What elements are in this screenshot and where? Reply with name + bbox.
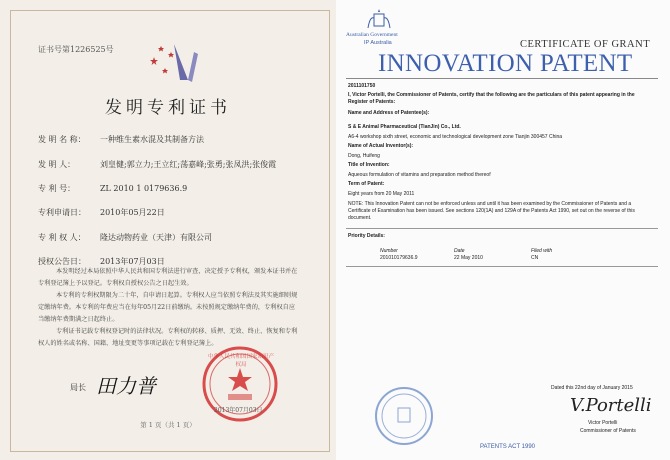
priority-header-date: Date bbox=[454, 248, 465, 254]
field-grant-date: 授权公告日： 2013年07月03日 bbox=[38, 257, 165, 266]
priority-date: 22 May 2010 bbox=[454, 255, 483, 261]
ip-australia-line: IP Australia bbox=[364, 40, 392, 46]
commissioner-signature: V.Portelli bbox=[570, 395, 652, 416]
field-patent-number: 专 利 号： ZL 2010 1 0179636.9 bbox=[38, 184, 188, 193]
field-patentee: 专 利 权 人： 隆达动物药业（天津）有限公司 bbox=[38, 233, 212, 242]
priority-header-filed: Filed with bbox=[531, 248, 553, 254]
page-number: 第 1 页（共 1 页） bbox=[140, 421, 196, 429]
sipo-logo-icon bbox=[144, 40, 200, 86]
divider bbox=[346, 266, 658, 267]
inventor-label: Name of Actual Inventor(s): bbox=[348, 143, 414, 149]
certificate-body-text bbox=[38, 266, 300, 350]
priority-label: Priority Details: bbox=[348, 233, 385, 239]
coat-of-arms-icon bbox=[366, 8, 392, 32]
priority-filed-with: CN bbox=[531, 255, 539, 261]
seal-date: 2013年07月03日 bbox=[214, 407, 263, 414]
inventor-name: Dong, Huifeng bbox=[348, 153, 380, 159]
certificate-of-grant-heading: CERTIFICATE OF GRANT bbox=[520, 39, 651, 50]
divider bbox=[346, 228, 658, 229]
field-application-date: 专利申请日： 2010年05月22日 bbox=[38, 208, 165, 217]
invention-title: Aqueous formulation of vitamins and preparation method thereof bbox=[348, 172, 491, 178]
patentee-name: S & E Animal Pharmaceutical (TianJin) Co., Ltd. bbox=[348, 124, 461, 130]
patent-number: 2011101750 bbox=[348, 83, 376, 89]
field-inventors: 发 明 人： 刘皇健;郭立力;王立红;荡嘉峰;张勇;张凤洪;张俊霞 bbox=[38, 160, 277, 169]
patent-term: Eight years from 20 May 2011 bbox=[348, 191, 415, 197]
divider bbox=[346, 78, 658, 79]
director-signature: 田力普 bbox=[96, 374, 156, 398]
priority-number: 201010179636.9 bbox=[380, 255, 418, 261]
signer-name: Victor Portelli bbox=[588, 420, 618, 426]
priority-header-number: Number bbox=[380, 248, 398, 254]
signer-role: Commissioner of Patents bbox=[580, 428, 636, 434]
note-text: NOTE: This Innovation Patent can not be enforced unless and until it has been examined by the Commissioner of Patents and a Certificate of Examination has been issued. See sections 120(1A) and 129A of the Patents Act 1990, set out on the reverse of this document. bbox=[348, 201, 635, 221]
patents-act-footer: PATENTS ACT 1990 bbox=[480, 444, 536, 450]
field-invention-name: 发 明 名 称： 一种维生素水混及其制备方法 bbox=[38, 135, 204, 144]
intro-text: I, Victor Portelli, the Commissioner of Patents, certify that the following are the particulars of this patent appearing in the Register of Patents: bbox=[348, 92, 635, 105]
dated-line: Dated this 22nd day of January 2015 bbox=[551, 385, 633, 391]
page-title: 发明专利证书 bbox=[105, 98, 231, 118]
certificate-number: 证书号第1226525号 bbox=[38, 45, 114, 54]
title-label: Title of Invention: bbox=[348, 162, 390, 168]
patentee-address: A6-4 workshop sixth street, economic and technological development zone Tianjin 300457 China bbox=[348, 134, 563, 140]
seal-text: 中华人民共和国国家知识产权局 bbox=[208, 354, 275, 368]
paragraph: 本专利的专利权期限为二十年，自申请日起算。专利权人应当依照专利法及其实施细则规定缴纳年费。本专利的年费应当在每年05月22日前缴纳。未按照规定缴纳年费的，专利权自应当缴纳年费期满之日起终止。 bbox=[38, 292, 298, 323]
paragraph: 本发明经过本局依照中华人民共和国专利法进行审查，决定授予专利权，颁发本证书并在专利登记簿上予以登记。专利权自授权公告之日起生效。 bbox=[38, 268, 298, 287]
term-label: Term of Patent: bbox=[348, 181, 385, 187]
director-label: 局长 bbox=[70, 383, 86, 392]
gov-line: Australian Government bbox=[346, 32, 398, 38]
paragraph: 专利证书记载专利权登记时的法律状况。专利权的转移、质押、无效、终止、恢复和专利权人的姓名或名称、国籍、地址变更等事项记载在专利登记簿上。 bbox=[38, 328, 298, 347]
innovation-patent-title: INNOVATION PATENT bbox=[378, 50, 633, 77]
patentee-label: Name and Address of Patentee(s): bbox=[348, 110, 430, 116]
ip-australia-seal-icon bbox=[374, 386, 434, 446]
